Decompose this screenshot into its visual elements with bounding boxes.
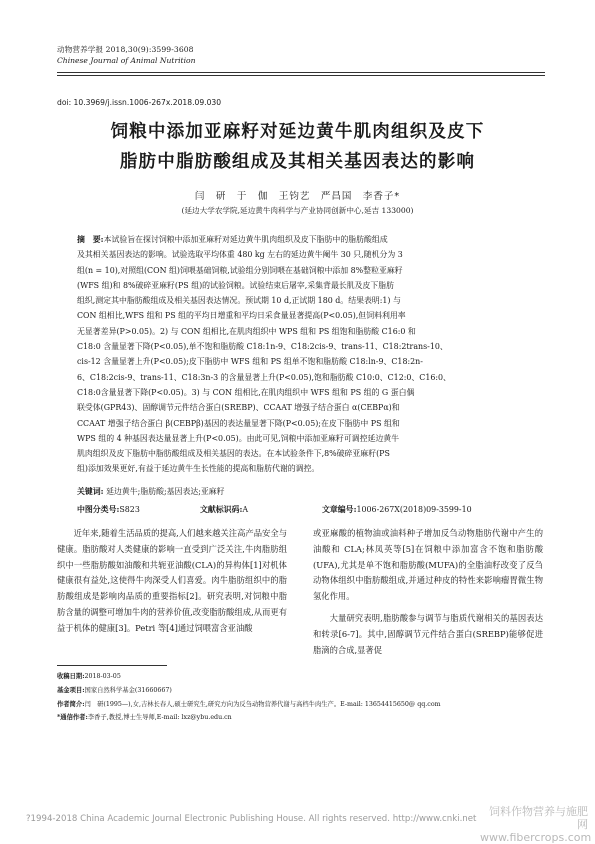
document-code: 文献标识码:A xyxy=(200,505,249,514)
abstract-line: 肌肉组织及皮下脂肪中脂肪酸组成及相关基因的表达。在本试验条件下,8%破碎亚麻籽(PS xyxy=(77,449,390,459)
journal-header-cn: 动物营养学报 2018,30(9):3599-3608 xyxy=(57,45,194,54)
abstract-line: 6、C18:2cis-9、trans-11、C18:3n-3 的含量显著上升(P<0.05),饱和脂肪酸 C10:0、C12:0、C16:0、 xyxy=(77,372,451,382)
keywords xyxy=(77,486,526,497)
body-paragraph: 大量研究表明,脂肪酸参与调节与脂质代谢相关的基因表达和转录[6-7]。其中,固醇调节元件结合蛋白(SREBP)能够促进脂滴的合成,显著促 xyxy=(313,612,543,655)
abstract-line: WPS 组的 4 种基因表达量显著上升(P<0.05)。由此可见,饲粮中添加亚麻籽可调控延边黄牛 xyxy=(77,433,400,443)
abstract-line: 组(n = 10),对照组(CON 组)饲喂基础饲粮,试验组分别饲喂在基础饲粮中添加 8%整粒亚麻籽 xyxy=(77,265,403,275)
abstract-line: cis-12 含量显著上升(P<0.05);皮下脂肪中 WFS 组和 PS 组单不饱和脂肪酸 C18:ln-9、C18:2n- xyxy=(77,357,423,367)
body-paragraph: 近年来,随着生活品质的提高,人们越来越关注高产品安全与健康。脂肪酸对人类健康的影响一直受到广泛关注,牛肉脂肪组织中一些脂肪酸如油酸和共轭亚油酸(CLA)的异构体[1]对机体健康很有益处,这使得牛肉深受人们喜爱。肉牛脂肪组织中的脂肪酸组成是影响肉品质的重要指标[2]。研究表明,对饲粮中脂肪含量的调整可增加牛肉的营养价值,改变脂肪酸组成,从而更有益于机体的健康[3]。Petri 等[4]通过饲喂富含亚油酸 xyxy=(57,528,287,633)
article-title-line-2: 脂肪中脂肪酸组成及其相关基因表达的影响 xyxy=(119,152,476,172)
header-rule-bottom xyxy=(57,75,545,76)
article-number: 文章编号:1006-267X(2018)09-3599-10 xyxy=(322,505,472,514)
abstract-line: (WFS 组)和 8%破碎亚麻籽(PS 组)的试验饲粮。试验结束后屠宰,采集背最长肌及皮下脂肪 xyxy=(77,280,395,290)
body-column-right xyxy=(313,526,543,658)
footnote-rule xyxy=(57,665,167,666)
abstract-line: 组织,测定其中脂肪酸组成及相关基因表达情况。预试期 10 d,正试期 180 d。结果表明:1) 与 xyxy=(77,296,401,306)
abstract-line: CCAAT 增强子结合蛋白 β(CEBPβ)基因的表达量显著下降(P<0.05);在皮下脂肪中 PS 组和 xyxy=(77,418,400,428)
footnote-corresponding: *通信作者:李香子,教授,博士生导师,E-mail: lxz@ybu.edu.cn xyxy=(57,714,232,722)
footnotes xyxy=(57,670,545,725)
footnote-author: 作者简介:闫 研(1995—),女,吉林长春人,硕士研究生,研究方向为反刍动物营养代谢与高档牛肉生产。E-mail: 13654415650@ qq.com xyxy=(57,700,441,708)
abstract-line: C18:0含量显著下降(P<0.05)。3) 与 CON 组相比,在肌肉组织中 WFS 组和 PS 组的 G 蛋白偶 xyxy=(77,387,415,397)
copyright-footer: ?1994-2018 China Academic Journal Electronic Publishing House. All rights reserved. http://www.cnki.net xyxy=(26,814,477,824)
body-column-left xyxy=(57,526,287,637)
keywords-text: 延边黄牛;脂肪酸;基因表达;亚麻籽 xyxy=(106,487,225,496)
site-watermark: 饲料作物营养与施肥网 www.fibercrops.com xyxy=(480,805,592,844)
affiliation: (延边大学农学院,延边黄牛肉科学与产业协同创新中心,延吉 133000) xyxy=(181,206,414,215)
body-paragraph: 或亚麻酸的植物油或油料种子增加反刍动物脂肪代谢中产生的油酸和 CLA;林凤英等[5]在饲粮中添加富含不饱和脂肪酸(UFA),尤其是单不饱和脂肪酸(MUFA)的全脂油籽改变了反刍动物体组织中脂肪酸组成,并通过种皮的特性来影响瘤胃微生物氢化作用。 xyxy=(313,528,543,602)
abstract-line: C18:0 含量显著下降(P<0.05),单不饱和脂肪酸 C18:1n-9、C18:2cis-9、trans-11、C18:2trans-10、 xyxy=(77,342,448,352)
abstract-line: CON 组相比,WFS 组和 PS 组的平均日增重和平均日采食量显著提高(P<0.05),但饲料利用率 xyxy=(77,311,406,321)
abstract-label: 摘 要: xyxy=(77,235,104,244)
abstract-line: 联受体(GPR43)、固醇调节元件结合蛋白(SREBP)、CCAAT 增强子结合蛋白 α(CEBPα)和 xyxy=(77,403,400,413)
journal-header-en: Chinese Journal of Animal Nutrition xyxy=(57,56,196,65)
abstract xyxy=(77,232,526,477)
header-rule-top xyxy=(57,72,545,73)
clc-number: 中图分类号:S823 xyxy=(77,505,140,514)
article-title-line-1: 饲粮中添加亚麻籽对延边黄牛肌肉组织及皮下 xyxy=(110,122,485,142)
doi-line: doi: 10.3969/j.issn.1006-267x.2018.09.030 xyxy=(57,98,222,107)
abstract-line: 无显著差异(P>0.05)。2) 与 CON 组相比,在肌肉组织中 WPS 组和 PS 组饱和脂肪酸 C16:0 和 xyxy=(77,326,416,336)
abstract-line: 及其相关基因表达的影响。试验选取平均体重 480 kg 左右的延边黄牛阉牛 30 只,随机分为 3 xyxy=(77,250,403,260)
abstract-line: 摘 要:本试验旨在探讨饲粮中添加亚麻籽对延边黄牛肌肉组织及皮下脂肪中的脂肪酸组成 xyxy=(77,235,388,244)
abstract-line: 组)添加效果更好,有益于延边黄牛生长性能的提高和脂肪代谢的调控。 xyxy=(77,464,320,474)
keywords-label: 关键词: xyxy=(77,487,104,496)
footnote-received: 收稿日期:2018-03-05 xyxy=(57,673,121,680)
footnote-fund: 基金项目:国家自然科学基金(31660667) xyxy=(57,686,172,694)
author-list: 闫 研 于 伽 王钧艺 严昌国 李香子* xyxy=(194,191,401,202)
